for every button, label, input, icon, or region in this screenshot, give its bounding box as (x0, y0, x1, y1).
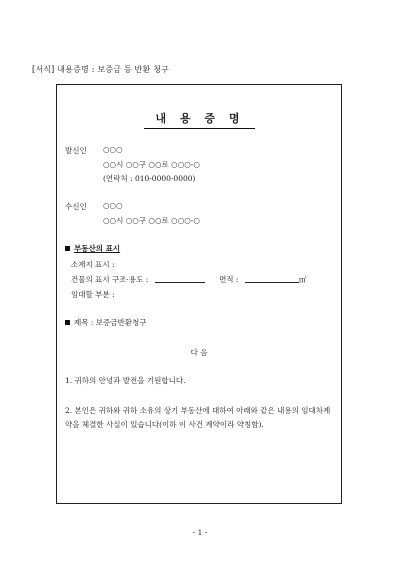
property-location-label: 소재지 표시 : (71, 260, 115, 269)
property-heading (65, 243, 120, 254)
document-frame (56, 84, 342, 504)
paragraph-2-line-2: 약을 체결한 사실이 있습니다(이하 이 사건 계약이라 약칭함). (65, 420, 264, 429)
recipient-address: ○○시 ○○구 ○○로 ○○○-○ (103, 216, 200, 225)
bullet-square-icon (65, 246, 70, 251)
sender-name: ○○○ (103, 145, 123, 154)
property-area-unit: ㎡ (298, 275, 307, 284)
subject-line (65, 317, 147, 328)
title-wrapper (57, 107, 341, 129)
sender-contact: (연락처 : 010-0000-0000) (103, 174, 196, 183)
sender-label: 발신인 (65, 146, 87, 155)
page-number: - 1 - (192, 528, 208, 537)
paragraph-2-line-1: 2. 본인은 귀하와 귀하 소유의 상기 부동산에 대하여 아래와 같은 내용의 임대차계 (65, 406, 331, 415)
area-blank-line (245, 282, 299, 283)
document-header-label: [서식] 내용증명 : 보증금 등 반환 청구 (32, 65, 169, 74)
property-area-label: 면적 : (219, 275, 239, 284)
paragraph-1: 1. 귀하의 안녕과 발전을 기원합니다. (65, 376, 186, 385)
recipient-name: ○○○ (103, 201, 123, 210)
sender-address: ○○시 ○○구 ○○로 ○○○-○ (103, 160, 200, 169)
property-structure-label: 건물의 표시 구조·용도 : (71, 275, 149, 284)
da-eum-heading: 다 음 (190, 348, 208, 357)
bullet-square-icon (65, 320, 70, 325)
subject-text: 제목 : 보증금반환청구 (74, 318, 147, 327)
property-lease-label: 임대할 부분 : (71, 290, 115, 299)
structure-blank-line (155, 282, 205, 283)
document-title: 내 용 증 명 (144, 110, 255, 129)
property-heading-text: 부동산의 표시 (74, 244, 121, 253)
property-structure-row (71, 274, 306, 285)
recipient-label: 수신인 (65, 202, 87, 211)
